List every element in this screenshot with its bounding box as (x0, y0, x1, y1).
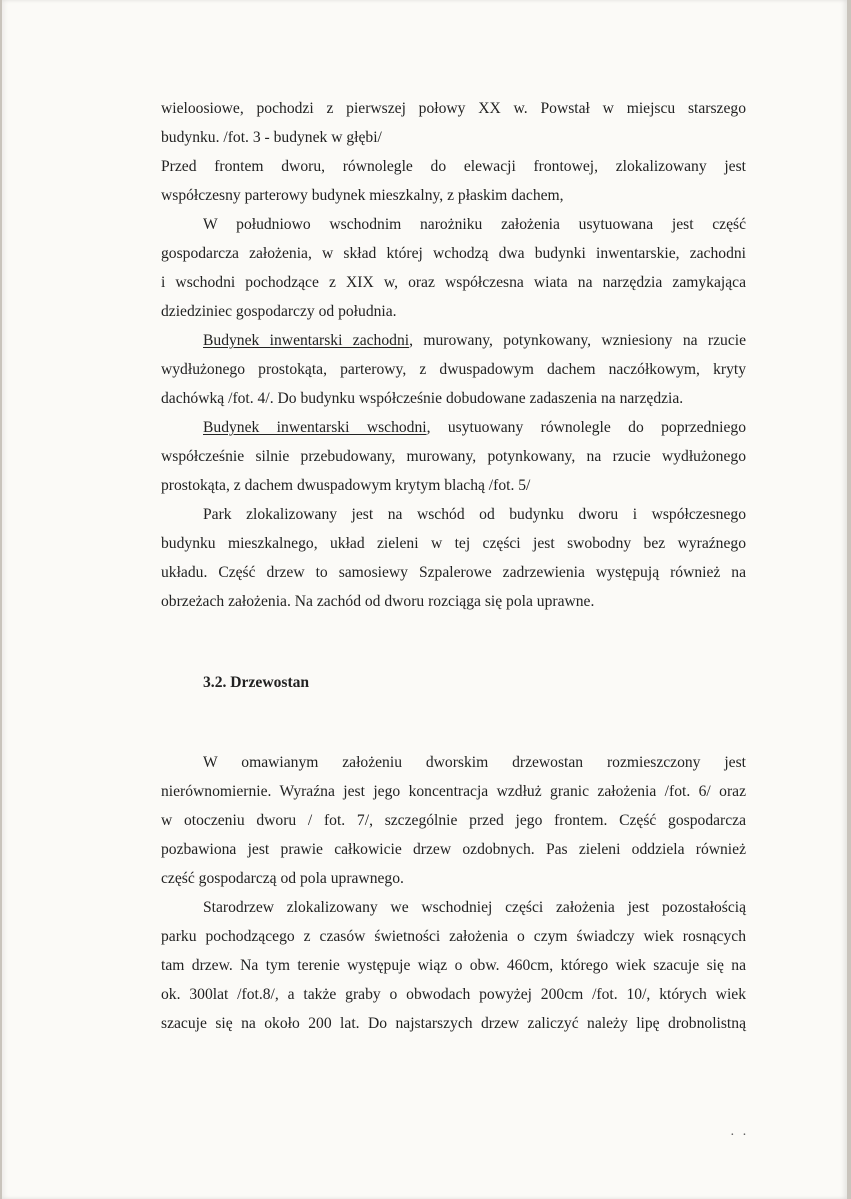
text-line: parku pochodzącego z czasów świetności założenia o czym świadczy wiek rosnących (161, 928, 746, 945)
section-heading: 3.2. Drzewostan (203, 674, 310, 691)
spacer (161, 698, 746, 748)
underlined-term: Budynek inwentarski wschodni (203, 419, 427, 436)
text-line: i wschodni pochodzące z XIX w, oraz współczesna wiata na narzędzia zamykająca (161, 274, 746, 291)
text-line: budynku. /fot. 3 - budynek w głębi/ (161, 129, 382, 146)
underlined-term: Budynek inwentarski zachodni (203, 332, 410, 349)
text-segment: , usytuowany równolegle do poprzedniego (426, 419, 746, 436)
document-body (161, 94, 746, 1038)
text-line: pozbawiona jest prawie całkowicie drzew ozdobnych. Pas zieleni oddziela również (161, 841, 746, 858)
text-line: współcześnie silnie przebudowany, murowany, potynkowany, na rzucie wydłużonego (161, 448, 746, 465)
text-line: budynku mieszkalnego, układ zieleni w tej części jest swobodny bez wyraźnego (161, 535, 746, 552)
text-segment: , murowany, potynkowany, wzniesiony na rzucie (409, 332, 746, 349)
text-line (161, 326, 746, 355)
text-line: dachówką /fot. 4/. Do budynku współcześnie dobudowane zadaszenia na narzędzia. (161, 390, 684, 407)
text-line: Starodrzew zlokalizowany we wschodniej części założenia jest pozostałością (203, 899, 746, 916)
text-line: w otoczeniu dworu / fot. 7/, szczególnie przed jego frontem. Część gospodarcza (161, 812, 746, 829)
spacer (161, 616, 746, 668)
text-line: W omawianym założeniu dworskim drzewostan rozmieszczony jest (203, 754, 746, 771)
text-line: Przed frontem dworu, równolegle do elewacji frontowej, zlokalizowany jest (161, 158, 746, 175)
text-line: układu. Część drzew to samosiewy Szpalerowe zadrzewienia występują również na (161, 564, 746, 581)
document-page (2, 0, 847, 1199)
text-line: wieloosiowe, pochodzi z pierwszej połowy XX w. Powstał w miejscu starszego (161, 100, 746, 117)
text-line: tam drzew. Na tym terenie występuje wiąz o obw. 460cm, którego wiek szacuje się na (161, 957, 746, 974)
text-line: dziedziniec gospodarczy od południa. (161, 303, 397, 320)
text-line: współczesny parterowy budynek mieszkalny, z płaskim dachem, (161, 187, 564, 204)
text-line: Park zlokalizowany jest na wschód od budynku dworu i współczesnego (203, 506, 746, 523)
text-line: W południowo wschodnim narożniku założenia usytuowana jest część (203, 216, 746, 233)
page-mark: · · (730, 1128, 749, 1143)
text-line: ok. 300lat /fot.8/, a także graby o obwodach powyżej 200cm /fot. 10/, których wiek (161, 986, 746, 1003)
text-line: obrzeżach założenia. Na zachód od dworu rozciąga się pola uprawne. (161, 593, 595, 610)
text-line: część gospodarczą od pola uprawnego. (161, 870, 404, 887)
text-line: szacuje się na około 200 lat. Do najstarszych drzew zaliczyć należy lipę drobnolistną (161, 1015, 746, 1032)
text-line: nierównomiernie. Wyraźna jest jego koncentracja wzdłuż granic założenia /fot. 6/ oraz (161, 783, 746, 800)
text-line: wydłużonego prostokąta, parterowy, z dwuspadowym dachem naczółkowym, kryty (161, 361, 746, 378)
text-line: gospodarcza założenia, w skład której wchodzą dwa budynki inwentarskie, zachodni (161, 245, 746, 262)
text-line: prostokąta, z dachem dwuspadowym krytym blachą /fot. 5/ (161, 477, 531, 494)
text-line (161, 413, 746, 442)
